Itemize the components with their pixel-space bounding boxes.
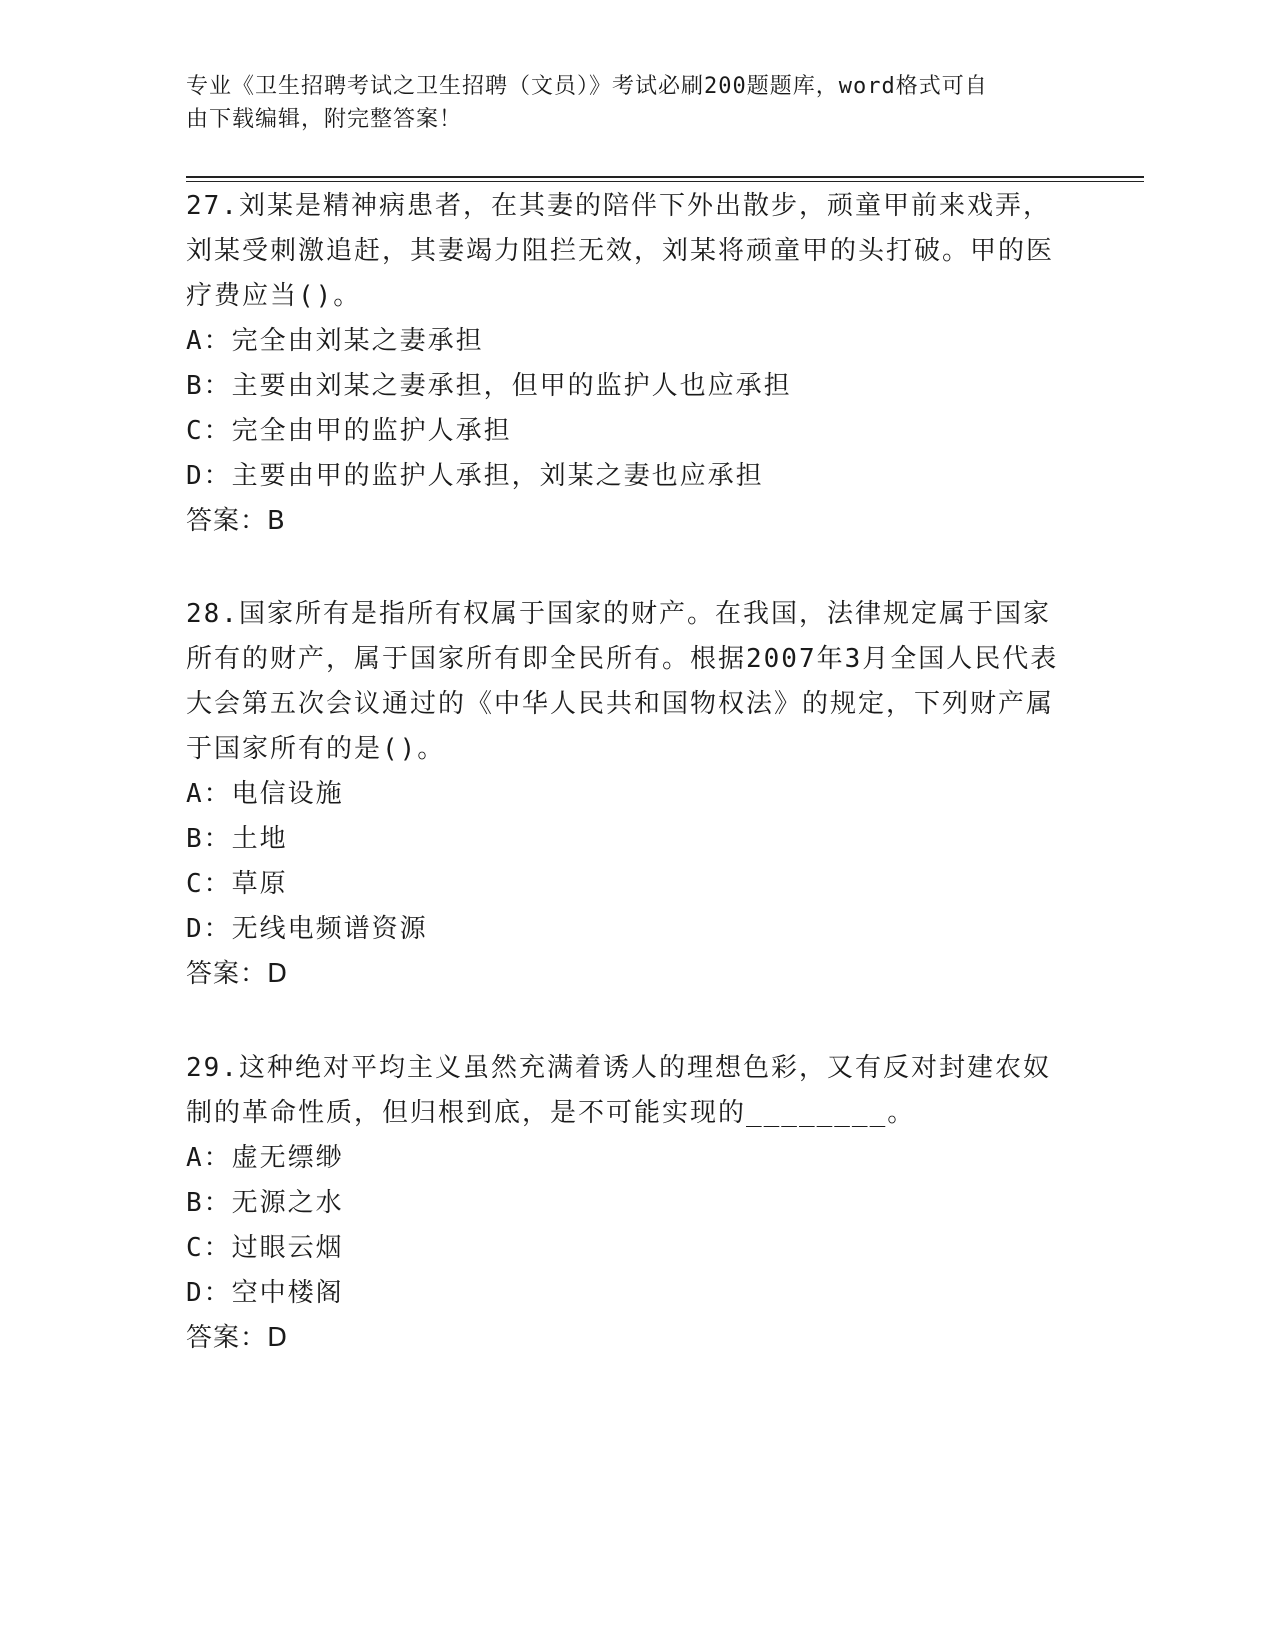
option-b: B：土地 bbox=[186, 824, 288, 854]
option-c: C：过眼云烟 bbox=[186, 1233, 344, 1263]
option-c: C：草原 bbox=[186, 869, 288, 899]
question-stem: 27.刘某是精神病患者，在其妻的陪伴下外出散步，顽童甲前来戏弄，刘某受刺激追赶，其妻竭力阻拦无效，刘某将顽童甲的头打破。甲的医疗费应当()。 bbox=[186, 191, 1055, 311]
option-d: D：主要由甲的监护人承担，刘某之妻也应承担 bbox=[186, 461, 764, 491]
header-divider-thin bbox=[186, 181, 1144, 182]
option-b: B：无源之水 bbox=[186, 1188, 344, 1218]
option-a: A：虚无缥缈 bbox=[186, 1143, 344, 1173]
question-stem: 29.这种绝对平均主义虽然充满着诱人的理想色彩，又有反对封建农奴制的革命性质，但归根到底，是不可能实现的________。 bbox=[186, 1053, 1051, 1128]
header-line-1: 专业《卫生招聘考试之卫生招聘（文员）》考试必刷200题题库，word格式可自 bbox=[186, 74, 988, 99]
option-d: D：无线电频谱资源 bbox=[186, 914, 428, 944]
option-a: A：完全由刘某之妻承担 bbox=[186, 326, 484, 356]
option-d: D：空中楼阁 bbox=[186, 1278, 344, 1308]
question-29 bbox=[186, 1046, 1066, 1361]
option-b: B：主要由刘某之妻承担，但甲的监护人也应承担 bbox=[186, 371, 792, 401]
question-27 bbox=[186, 184, 1066, 544]
answer: 答案：D bbox=[186, 959, 289, 989]
answer: 答案：D bbox=[186, 1323, 289, 1353]
option-a: A：电信设施 bbox=[186, 779, 344, 809]
question-stem: 28.国家所有是指所有权属于国家的财产。在我国，法律规定属于国家所有的财产，属于国家所有即全民所有。根据2007年3月全国人民代表大会第五次会议通过的《中华人民共和国物权法》的规定，下列财产属于国家所有的是()。 bbox=[186, 599, 1059, 764]
header-divider-thick bbox=[186, 176, 1144, 178]
option-c: C：完全由甲的监护人承担 bbox=[186, 416, 512, 446]
document-header bbox=[186, 70, 1086, 136]
header-line-2: 由下载编辑，附完整答案！ bbox=[186, 107, 463, 132]
answer: 答案：B bbox=[186, 506, 286, 536]
question-28 bbox=[186, 592, 1066, 997]
